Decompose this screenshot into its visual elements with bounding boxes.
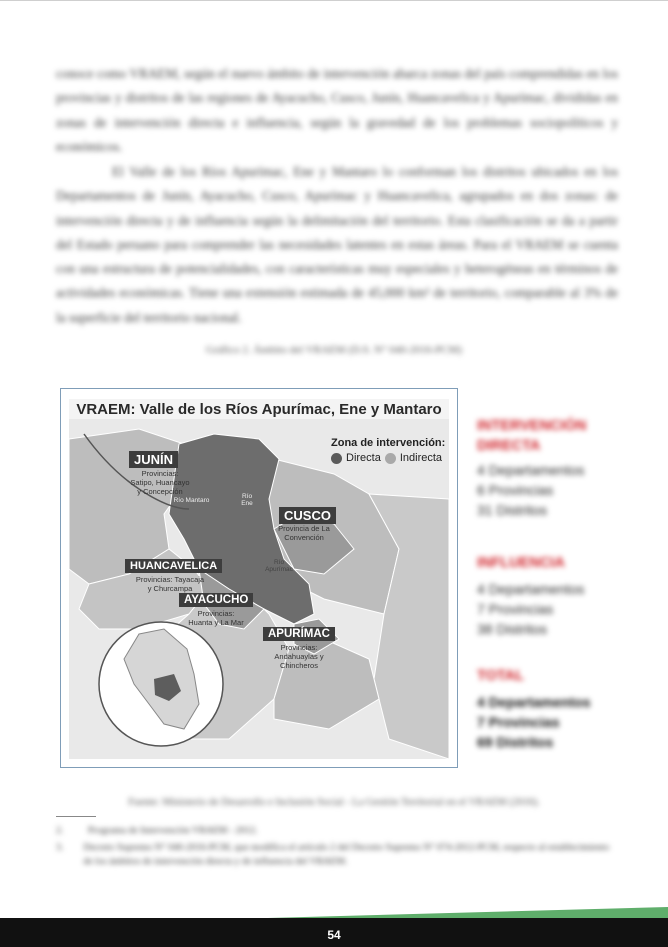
figure-caption: Gráfico 2. Ámbito del VRAEM (D.S. N° 040-2016-PCM): [206, 344, 462, 356]
stats-directa: [477, 416, 647, 520]
legend-title: Zona de intervención:: [331, 437, 446, 449]
label-cusco: CUSCO: [279, 507, 336, 524]
stats-influencia-item: 38 Distritos: [477, 621, 548, 637]
map-title: VRAEM: Valle de los Ríos Apurímac, Ene y Mantaro: [76, 401, 442, 418]
stats-total: [477, 666, 647, 752]
body-paragraph-2: El Valle de los Ríos Apurímac, Ene y Mantaro lo conforman los distritos ubicados en los Departamentos de Junín, Ayacucho, Cusco, Apurímac y Huancavelica, agrupados en dos zonas: de intervención directa y de influencia según la delimitación del territorio. Esta clasificación se da a partir del Estado peruano para comprender las necesidades latentes en estas áreas. Para el VRAEM se cuenta con una estructura de potencialidades, con características muy especiales y heterogéneas en términos de actividades económicas. Tiene una extensión estimada de 45,000 km² de territorio, comparable al 3% de la superficie del territorio nacional.: [56, 164, 618, 325]
river-apurimac-label: Río Apurímac: [265, 559, 293, 573]
provinces-junin: Provincias: Satipo, Huancayo y Concepción: [130, 469, 190, 496]
stats-directa-item: 6 Provincias: [477, 482, 554, 498]
label-ayacucho: AYACUCHO: [179, 593, 253, 607]
label-junin: JUNÍN: [129, 451, 178, 468]
river-mantaro-label: Río Mantaro: [173, 497, 210, 504]
footer-green-band: [0, 903, 668, 919]
stats-influencia-title: INFLUENCIA: [477, 555, 565, 571]
stats-influencia: [477, 553, 647, 639]
label-apurimac: APURÍMAC: [263, 627, 335, 641]
stats-influencia-item: 7 Provincias: [477, 601, 554, 617]
provinces-cusco: Provincia de La Convención: [278, 524, 330, 542]
stats-directa-item: 4 Departamentos: [477, 462, 585, 478]
map-canvas: [69, 399, 449, 759]
stats-total-item: 4 Departamentos: [477, 694, 591, 710]
body-paragraph-1: conoce como VRAEM, según el nuevo ámbito de intervención abarca zonas del país comprendidas en los provincias y distritos de las regiones de Ayacucho, Cusco, Junín, Huancavelica y Apurímac, divididas en zonas de intervención directa e influencia, según la gravedad de los problemas sociopolíticos y económicos.: [56, 66, 618, 154]
map-legend: [331, 452, 442, 464]
footnote-number: 2.: [56, 825, 64, 836]
provinces-ayacucho: Provincias: Huanta y La Mar: [188, 609, 244, 627]
stats-total-item: 7 Provincias: [477, 714, 560, 730]
stats-total-title: TOTAL: [477, 668, 524, 684]
page-number: 54: [327, 928, 341, 942]
legend-directa-swatch: [331, 453, 342, 464]
vraem-map-figure: [60, 388, 458, 768]
legend-indirecta-label: Indirecta: [399, 452, 443, 464]
footnote-2: [56, 841, 616, 868]
provinces-huancavelica: Provincias: Tayacaja y Churcampa: [135, 575, 205, 593]
top-rule: [0, 0, 668, 1]
footnote-text: Decreto Supremo N° 040-2016-PCM, que modifica el artículo 2 del Decreto Supremo N° 074-2012-PCM, respecto al establecimiento de los ámbitos de intervención directa y de influencia del VRAEM.: [83, 842, 610, 867]
provinces-apurimac: Provincias: Andahuaylas y Chincheros: [274, 643, 324, 670]
footnote-1: [56, 824, 616, 838]
stats-total-item: 69 Distritos: [477, 734, 554, 750]
stats-influencia-item: 4 Departamentos: [477, 581, 585, 597]
label-huancavelica: HUANCAVELICA: [125, 559, 222, 573]
footnote-rule: [56, 816, 96, 817]
figure-source: Fuente: Ministerio de Desarrollo e Inclusión Social - La Gestión Territorial en el VRAEM (2016).: [128, 797, 540, 808]
stats-directa-item: 31 Distritos: [477, 502, 548, 518]
river-ene-label: Río Ene: [241, 493, 253, 507]
footnote-number: 3.: [56, 842, 64, 853]
stats-directa-title: INTERVENCIÓN DIRECTA: [477, 418, 587, 454]
footnote-text: Programa de Intervención VRAEM - 2012.: [88, 825, 258, 836]
legend-indirecta-swatch: [385, 453, 396, 464]
legend-directa-label: Directa: [346, 452, 381, 464]
